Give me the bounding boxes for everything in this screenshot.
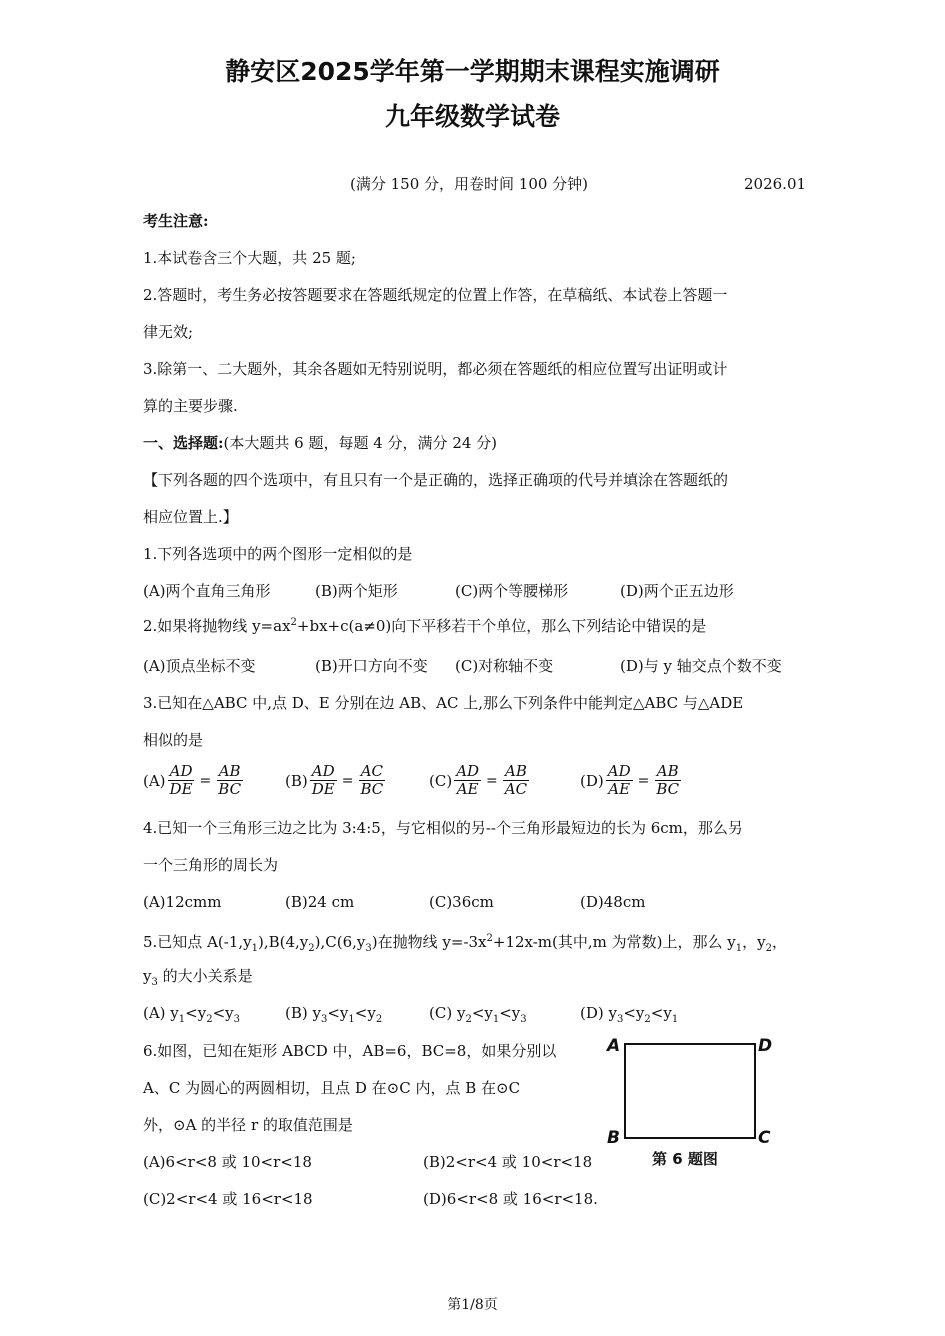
- q5-s8: y: [143, 967, 152, 985]
- q5-a-sub1: 1: [178, 1014, 186, 1025]
- q1-option-c: (C)两个等腰梯形: [455, 582, 569, 600]
- q3-b-den1: DE: [311, 780, 335, 798]
- q5-c-label: (C) y: [429, 1004, 466, 1022]
- q3-option-c: [429, 763, 531, 798]
- vertex-a-label: A: [607, 1036, 621, 1056]
- q4-option-d: (D)48cm: [580, 893, 646, 911]
- q3-option-a-label: (A): [143, 771, 166, 790]
- q1-stem: 1.下列各选项中的两个图形一定相似的是: [143, 545, 413, 563]
- notice-item-3-line1: 3.除第一、二大题外，其余各题如无特别说明，都必须在答题纸的相应位置写出证明或计: [143, 360, 728, 378]
- q5-s2: ),B(4,y: [258, 933, 309, 951]
- q5-sub-1a: 1: [251, 943, 258, 954]
- q5-s4: )在抛物线 y=-3x: [371, 933, 487, 951]
- q5-sub-3a: 3: [365, 943, 372, 954]
- q5-a-sub3: 3: [233, 1014, 240, 1025]
- q3-d-den1: AE: [608, 780, 631, 798]
- q5-a-label: (A) y: [143, 1004, 179, 1022]
- q3-d-num2: AB: [656, 762, 679, 780]
- notice-item-2-line2: 律无效;: [143, 323, 194, 341]
- q5-b-sub1: 3: [320, 1014, 328, 1025]
- q5-option-b: [285, 1003, 382, 1030]
- q4-option-c: (C)36cm: [429, 893, 494, 911]
- q3-d-num1: AD: [607, 762, 631, 780]
- q4-option-b: (B)24 cm: [285, 893, 355, 911]
- q3-c-num2: AB: [505, 762, 527, 780]
- q3-c-den2: AC: [504, 780, 528, 798]
- figure-6-caption: 第 6 题图: [652, 1150, 718, 1168]
- q6-option-c: (C)2<r<4 或 16<r<18: [143, 1190, 313, 1208]
- q3-a-den1: DE: [169, 780, 193, 798]
- q3-a-fraction-right: [216, 763, 243, 798]
- q3-c-num1: AD: [456, 762, 480, 780]
- q3-c-fraction-left: [454, 763, 481, 798]
- q6-stem-line1: 6.如图，已知在矩形 ABCD 中，AB=6，BC=8，如果分别以: [143, 1042, 557, 1060]
- q5-s9: 的大小关系是: [157, 967, 253, 985]
- q3-stem-line1: 3.已知在△ABC 中,点 D、E 分别在边 AB、AC 上,那么下列条件中能判定△ABC 与△ADE: [143, 694, 744, 712]
- q4-stem-line1: 4.已知一个三角形三边之比为 3:4:5，与它相似的另--个三角形最短边的长为 6cm，那么另: [143, 819, 743, 837]
- vertex-c-label: C: [758, 1128, 771, 1148]
- q2-option-a: (A)顶点坐标不变: [143, 657, 256, 675]
- q5-a-mid2: <y: [212, 1004, 234, 1022]
- exam-date: 2026.01: [744, 175, 807, 193]
- q5-stem-line2: [143, 966, 253, 993]
- q5-s7: ，: [771, 933, 787, 951]
- q5-s6: ，y: [742, 933, 766, 951]
- q6-option-a: (A)6<r<8 或 10<r<18: [143, 1153, 312, 1171]
- q3-option-a: [143, 763, 245, 798]
- q5-stem-line1: [143, 929, 787, 959]
- q6-stem-line3: 外，⊙A 的半径 r 的取值范围是: [143, 1116, 353, 1134]
- q3-a-fraction-left: [168, 763, 195, 798]
- q5-d-label: (D) y: [580, 1004, 617, 1022]
- vertex-b-label: B: [607, 1128, 620, 1148]
- q2-stem: [143, 613, 706, 636]
- q3-option-d: [580, 763, 683, 798]
- q5-d-mid1: <y: [623, 1004, 645, 1022]
- q5-c-sub1: 2: [465, 1014, 472, 1025]
- q3-a-num2: AB: [218, 762, 241, 780]
- q2-stem-part1: 2.如果将抛物线 y=ax: [143, 617, 291, 635]
- q4-option-a: (A)12cmm: [143, 893, 222, 911]
- q3-option-c-label: (C): [429, 771, 453, 790]
- q5-option-c: [429, 1003, 527, 1030]
- q5-c-mid1: <y: [471, 1004, 493, 1022]
- q5-d-sub3: 1: [671, 1014, 679, 1025]
- q3-b-den2: BC: [360, 780, 384, 798]
- exam-title-line1: 静安区2025学年第一学期期末课程实施调研: [225, 57, 720, 86]
- q5-option-a: [143, 1003, 240, 1030]
- q5-s5: +12x-m(其中,m 为常数)上，那么 y: [492, 933, 736, 951]
- q2-option-b: (B)开口方向不变: [315, 657, 428, 675]
- vertex-d-label: D: [758, 1036, 773, 1056]
- section1-instruction-line2: 相应位置上.】: [143, 508, 238, 526]
- exam-meta: (满分 150 分，用卷时间 100 分钟): [350, 175, 589, 193]
- q5-d-mid2: <y: [650, 1004, 672, 1022]
- q6-stem-line2: A、C 为圆心的两圆相切，且点 D 在⊙C 内，点 B 在⊙C: [143, 1079, 521, 1097]
- q5-d-sub1: 3: [616, 1014, 624, 1025]
- section1-heading: 一、选择题:: [143, 434, 224, 452]
- notice-item-3-line2: 算的主要步骤.: [143, 397, 238, 415]
- q5-b-mid1: <y: [327, 1004, 349, 1022]
- q6-option-d: (D)6<r<8 或 16<r<18.: [423, 1190, 598, 1208]
- q5-s3: ),C(6,y: [314, 933, 366, 951]
- q3-d-fraction-right: [654, 763, 681, 798]
- q1-option-a: (A)两个直角三角形: [143, 582, 271, 600]
- notice-item-2-line1: 2.答题时，考生务必按答题要求在答题纸规定的位置上作答，在草稿纸、本试卷上答题一: [143, 286, 728, 304]
- q5-sub-2a: 2: [308, 943, 315, 954]
- notice-item-1: 1.本试卷含三个大题，共 25 题;: [143, 249, 356, 267]
- q3-a-num1: AD: [169, 762, 193, 780]
- q3-b-num2: AC: [360, 762, 383, 780]
- q3-b-fraction-left: [310, 763, 337, 798]
- q2-option-d: (D)与 y 轴交点个数不变: [620, 657, 782, 675]
- q3-stem-line2: 相似的是: [143, 731, 204, 749]
- q3-d-equals: =: [637, 772, 650, 789]
- section1-subheading: (本大题共 6 题，每题 4 分，满分 24 分): [223, 434, 498, 452]
- q5-c-mid2: <y: [499, 1004, 521, 1022]
- q5-a-mid1: <y: [185, 1004, 207, 1022]
- q3-option-b-label: (B): [285, 771, 308, 790]
- q1-option-d: (D)两个正五边形: [620, 582, 734, 600]
- q5-c-sub2: 1: [492, 1014, 500, 1025]
- q3-option-d-label: (D): [580, 771, 604, 790]
- q2-stem-sup: 2: [290, 617, 297, 628]
- exam-title-line2: 九年级数学试卷: [384, 102, 560, 131]
- section1-instruction-line1: 【下列各题的四个选项中，有且只有一个是正确的，选择正确项的代号并填涂在答题纸的: [143, 471, 729, 489]
- q2-option-c: (C)对称轴不变: [455, 657, 554, 675]
- q5-sub-3b: 3: [151, 977, 158, 988]
- q3-c-den1: AE: [456, 780, 479, 798]
- q3-d-den2: BC: [656, 780, 680, 798]
- q5-sub-2b: 2: [765, 943, 772, 954]
- q5-sup-2: 2: [486, 933, 493, 944]
- q5-d-sub2: 2: [644, 1014, 651, 1025]
- q3-c-fraction-right: [503, 763, 529, 798]
- q5-sub-1b: 1: [735, 943, 743, 954]
- q3-b-fraction-right: [358, 763, 385, 798]
- q1-option-b: (B)两个矩形: [315, 582, 398, 600]
- q3-a-equals: =: [199, 772, 212, 789]
- q4-stem-line2: 一个三角形的周长为: [143, 856, 279, 874]
- q3-d-fraction-left: [606, 763, 633, 798]
- q3-option-b: [285, 763, 387, 798]
- q5-b-mid2: <y: [354, 1004, 376, 1022]
- rectangle-abcd: [625, 1044, 755, 1138]
- q3-b-equals: =: [341, 772, 354, 789]
- notice-heading: 考生注意:: [143, 212, 209, 230]
- q5-option-d: [580, 1003, 678, 1030]
- q5-b-sub3: 2: [375, 1014, 383, 1025]
- q5-c-sub3: 3: [520, 1014, 527, 1025]
- q5-b-label: (B) y: [285, 1004, 321, 1022]
- q5-s1: 5.已知点 A(-1,y: [143, 933, 252, 951]
- figure-6: [604, 1036, 784, 1176]
- q3-b-num1: AD: [311, 762, 335, 780]
- q2-stem-part2: +bx+c(a≠0)向下平移若干个单位，那么下列结论中错误的是: [296, 617, 707, 635]
- q5-a-sub2: 2: [206, 1014, 213, 1025]
- q6-option-b: (B)2<r<4 或 10<r<18: [423, 1153, 593, 1171]
- page-number: 第1/8页: [447, 1297, 498, 1313]
- q5-b-sub2: 1: [348, 1014, 355, 1025]
- q3-a-den2: BC: [218, 780, 242, 798]
- section1-header: [143, 433, 497, 453]
- q3-c-equals: =: [486, 772, 498, 789]
